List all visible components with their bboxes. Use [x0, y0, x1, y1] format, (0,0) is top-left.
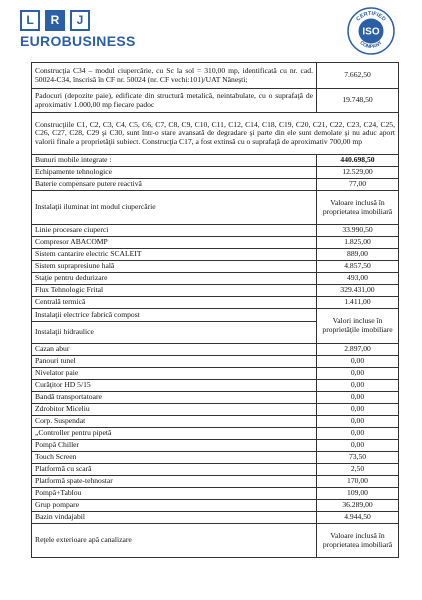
row-label: Staţie pentru dedurizare: [32, 273, 317, 285]
row-label: Compresor ABACOMP: [32, 237, 317, 249]
row-label: Nivelator paie: [32, 368, 317, 380]
row-value: 2.897,00: [317, 344, 399, 356]
table-row: [32, 63, 399, 89]
valuation-table-body: [32, 63, 399, 558]
company-logo: [20, 10, 136, 49]
row-label: Centrală termică: [32, 297, 317, 309]
row-value: 0,00: [317, 416, 399, 428]
row-label: Bunuri mobile integrate :: [32, 155, 317, 167]
row-label: Panouri tunel: [32, 356, 317, 368]
table-row: [32, 155, 399, 167]
row-label: Flux Tehnologic Frital: [32, 285, 317, 297]
table-row: [32, 309, 399, 322]
row-value: Valoare inclusă în proprietatea imobiliară: [317, 191, 399, 225]
row-label: Instalaţii iluminat int modul ciupercărie: [32, 191, 317, 225]
row-value: 1.825,00: [317, 237, 399, 249]
table-row: [32, 249, 399, 261]
table-row: [32, 452, 399, 464]
row-value: 889,00: [317, 249, 399, 261]
table-row: [32, 179, 399, 191]
table-row: [32, 167, 399, 179]
table-row: [32, 89, 399, 113]
table-row: [32, 476, 399, 488]
table-row: [32, 404, 399, 416]
row-label: Sistem suprapresiune hală: [32, 261, 317, 273]
row-label: „Controller pentru pipetă: [32, 428, 317, 440]
row-value: 170,00: [317, 476, 399, 488]
table-row: [32, 285, 399, 297]
row-label: Echipamente tehnologice: [32, 167, 317, 179]
logo-letter-l: L: [20, 10, 40, 31]
seal-iso-text: ISO: [362, 26, 380, 38]
row-value: 493,00: [317, 273, 399, 285]
row-value: Valoare inclusă în proprietatea imobiliară: [317, 524, 399, 558]
row-value: 77,00: [317, 179, 399, 191]
table-row: [32, 512, 399, 524]
row-label: Baterie compensare putere reactivă: [32, 179, 317, 191]
table-row: [32, 524, 399, 558]
row-value: 73,50: [317, 452, 399, 464]
table-row: [32, 344, 399, 356]
table-row: [32, 440, 399, 452]
row-value: 0,00: [317, 380, 399, 392]
table-row: [32, 273, 399, 285]
logo-letter-j: J: [70, 10, 90, 31]
row-value: 33.990,50: [317, 225, 399, 237]
row-value: 36.289,00: [317, 500, 399, 512]
row-value: 0,00: [317, 440, 399, 452]
row-value: 329.431,00: [317, 285, 399, 297]
row-label: Corp. Suspendat: [32, 416, 317, 428]
row-label: Instalaţii hidraulice: [32, 322, 317, 344]
row-value: 0,00: [317, 428, 399, 440]
row-label: Construcţiile C1, C2, C3, C4, C5, C6, C7, C8, C9, C10, C11, C12, C14, C18, C19, C20, C21, C22, C23, C24, C25, C26, C27, C28, C29 şi C30, sunt într-o stare avansată de degradare şi parte din ele sunt demolate şi nu aduc aport valorii finale a proprietăţii subiect. Construcţia C17, a fost extinsă cu o suprafaţă de aproximativ 700,00 mp: [32, 113, 399, 155]
row-value: Valori incluse în proprietăţile imobiliare: [317, 309, 399, 344]
row-value: 12.529,00: [317, 167, 399, 179]
table-row: [32, 464, 399, 476]
table-row: [32, 225, 399, 237]
logo-letter-r: R: [45, 10, 65, 31]
row-label: Reţele exterioare apă canalizare: [32, 524, 317, 558]
row-label: Platformă cu scară: [32, 464, 317, 476]
row-label: Curăţitor HD 5/15: [32, 380, 317, 392]
row-value: 0,00: [317, 392, 399, 404]
table-row: [32, 416, 399, 428]
table-row: [32, 428, 399, 440]
seal-bottom-text: COMPANY: [358, 40, 384, 51]
row-value: 4.857,50: [317, 261, 399, 273]
row-label: Sistem cantarire electric SCALEIT: [32, 249, 317, 261]
table-row: [32, 380, 399, 392]
table-row: [32, 191, 399, 225]
row-label: Instalaţii electrice fabrică compost: [32, 309, 317, 322]
row-label: Bazin vindajabil: [32, 512, 317, 524]
row-label: Bandă transportatoare: [32, 392, 317, 404]
table-row: [32, 237, 399, 249]
table-row: [32, 356, 399, 368]
table-row: [32, 368, 399, 380]
row-value: 440.698,50: [317, 155, 399, 167]
row-value: 1.411,00: [317, 297, 399, 309]
row-label: Pompă+Tablou: [32, 488, 317, 500]
brand-name: EUROBUSINESS: [20, 33, 136, 49]
row-value: 2,50: [317, 464, 399, 476]
valuation-table: [31, 62, 399, 558]
row-label: Cazan abur: [32, 344, 317, 356]
page-header: [0, 0, 422, 62]
row-value: 0,00: [317, 356, 399, 368]
seal-top-text: CERTIFIED: [355, 10, 387, 23]
row-value: 4.944,50: [317, 512, 399, 524]
table-row: [32, 297, 399, 309]
row-value: 0,00: [317, 404, 399, 416]
row-label: Touch Screen: [32, 452, 317, 464]
row-value: 19.748,50: [317, 89, 399, 113]
row-value: 0,00: [317, 368, 399, 380]
row-label: Construcţia C34 – modul ciupercărie, cu Sc la sol = 310,00 mp, identificată cu nr. cad. 50024-C34, înscrisă în CF nr. 50024 (nr. CF vechi:101)/UAT Năneşti;: [32, 63, 317, 89]
iso-seal-icon: [346, 6, 396, 56]
table-row: [32, 392, 399, 404]
row-label: Grup pompare: [32, 500, 317, 512]
table-row: [32, 261, 399, 273]
row-label: Padocuri (depozite paie), edificate din structură metalică, neintabulate, cu o suprafaţă de aproximativ 1.000,00 mp fiecare padoc: [32, 89, 317, 113]
row-value: 109,00: [317, 488, 399, 500]
table-row: [32, 500, 399, 512]
table-row: [32, 113, 399, 155]
row-value: 7.662,50: [317, 63, 399, 89]
row-label: Platformă spate-tehnostar: [32, 476, 317, 488]
row-label: Linie procesare ciuperci: [32, 225, 317, 237]
table-row: [32, 488, 399, 500]
row-label: Zdrobitor Miceliu: [32, 404, 317, 416]
row-label: Pompă Chiller: [32, 440, 317, 452]
